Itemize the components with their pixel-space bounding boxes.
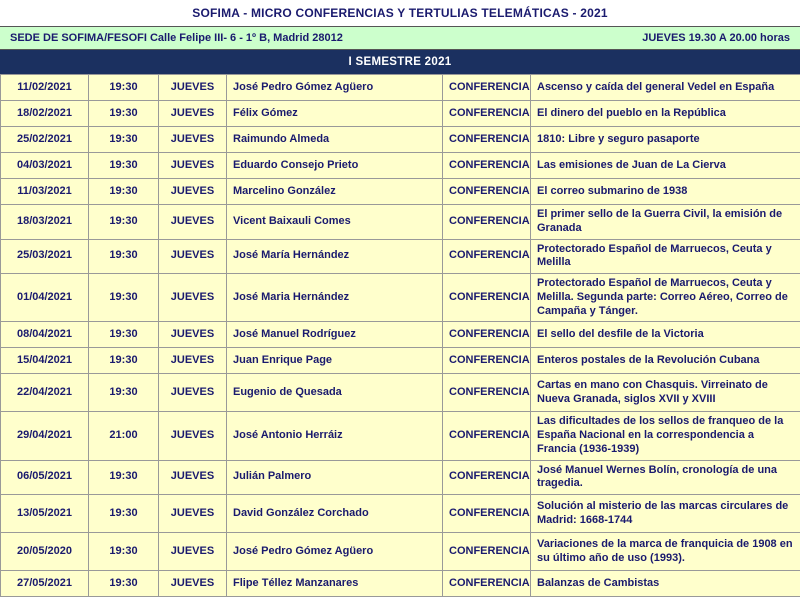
row-speaker: Raimundo Almeda <box>227 127 443 153</box>
table-row <box>1 571 800 597</box>
row-topic: Solución al misterio de las marcas circulares de Madrid: 1668-1744 <box>531 495 800 533</box>
row-day: JUEVES <box>159 322 227 348</box>
table-row <box>1 239 800 274</box>
row-date: 11/03/2021 <box>1 179 89 205</box>
row-time: 19:30 <box>89 460 159 495</box>
row-day: JUEVES <box>159 239 227 274</box>
row-day: JUEVES <box>159 495 227 533</box>
table-row <box>1 274 800 322</box>
row-type: CONFERENCIA <box>443 179 531 205</box>
row-type: CONFERENCIA <box>443 460 531 495</box>
row-date: 01/04/2021 <box>1 274 89 322</box>
row-speaker: José Pedro Gómez Agüero <box>227 533 443 571</box>
row-type: CONFERENCIA <box>443 153 531 179</box>
row-date: 04/03/2021 <box>1 153 89 179</box>
row-topic: Ascenso y caída del general Vedel en España <box>531 75 800 101</box>
row-topic: 1810: Libre y seguro pasaporte <box>531 127 800 153</box>
table-row <box>1 460 800 495</box>
row-day: JUEVES <box>159 348 227 374</box>
row-day: JUEVES <box>159 460 227 495</box>
row-day: JUEVES <box>159 571 227 597</box>
row-date: 18/02/2021 <box>1 101 89 127</box>
row-speaker: Eduardo Consejo Prieto <box>227 153 443 179</box>
schedule-note: JUEVES 19.30 A 20.00 horas <box>642 32 790 44</box>
venue-address: SEDE DE SOFIMA/FESOFI Calle Felipe III- 6 - 1º B, Madrid 28012 <box>10 32 343 44</box>
row-speaker: José Pedro Gómez Agüero <box>227 75 443 101</box>
row-day: JUEVES <box>159 101 227 127</box>
row-time: 19:30 <box>89 101 159 127</box>
row-topic: Protectorado Español de Marruecos, Ceuta y Melilla <box>531 239 800 274</box>
row-time: 19:30 <box>89 495 159 533</box>
row-date: 18/03/2021 <box>1 205 89 240</box>
row-type: CONFERENCIA <box>443 412 531 460</box>
row-type: CONFERENCIA <box>443 205 531 240</box>
row-time: 19:30 <box>89 127 159 153</box>
row-time: 19:30 <box>89 348 159 374</box>
row-topic: Enteros postales de la Revolución Cubana <box>531 348 800 374</box>
schedule-table-body <box>1 75 800 597</box>
row-type: CONFERENCIA <box>443 533 531 571</box>
row-topic: Las emisiones de Juan de La Cierva <box>531 153 800 179</box>
row-speaker: José Maria Hernández <box>227 274 443 322</box>
row-speaker: José Manuel Rodríguez <box>227 322 443 348</box>
table-row <box>1 75 800 101</box>
row-type: CONFERENCIA <box>443 348 531 374</box>
row-time: 19:30 <box>89 322 159 348</box>
table-row <box>1 153 800 179</box>
row-day: JUEVES <box>159 179 227 205</box>
row-topic: El sello del desfile de la Victoria <box>531 322 800 348</box>
row-time: 19:30 <box>89 179 159 205</box>
row-type: CONFERENCIA <box>443 239 531 274</box>
row-day: JUEVES <box>159 533 227 571</box>
row-speaker: Eugenio de Quesada <box>227 374 443 412</box>
table-row <box>1 533 800 571</box>
table-row <box>1 179 800 205</box>
row-day: JUEVES <box>159 205 227 240</box>
table-row <box>1 348 800 374</box>
table-row <box>1 322 800 348</box>
semester-label: I SEMESTRE 2021 <box>349 56 452 68</box>
schedule-table <box>0 74 800 597</box>
row-time: 19:30 <box>89 274 159 322</box>
row-day: JUEVES <box>159 412 227 460</box>
row-type: CONFERENCIA <box>443 75 531 101</box>
row-type: CONFERENCIA <box>443 322 531 348</box>
table-row <box>1 205 800 240</box>
venue-bar <box>0 26 800 50</box>
row-date: 20/05/2020 <box>1 533 89 571</box>
table-row <box>1 127 800 153</box>
row-date: 08/04/2021 <box>1 322 89 348</box>
row-topic: José Manuel Wernes Bolín, cronología de una tragedia. <box>531 460 800 495</box>
row-speaker: Marcelino González <box>227 179 443 205</box>
table-row <box>1 412 800 460</box>
row-time: 19:30 <box>89 571 159 597</box>
row-type: CONFERENCIA <box>443 571 531 597</box>
row-time: 19:30 <box>89 75 159 101</box>
row-date: 29/04/2021 <box>1 412 89 460</box>
row-speaker: José Antonio Herráiz <box>227 412 443 460</box>
row-day: JUEVES <box>159 374 227 412</box>
row-speaker: Vicent Baixauli Comes <box>227 205 443 240</box>
row-day: JUEVES <box>159 75 227 101</box>
row-time: 19:30 <box>89 205 159 240</box>
row-day: JUEVES <box>159 127 227 153</box>
row-topic: Cartas en mano con Chasquis. Virreinato de Nueva Granada, siglos XVII y XVIII <box>531 374 800 412</box>
row-topic: Balanzas de Cambistas <box>531 571 800 597</box>
row-type: CONFERENCIA <box>443 101 531 127</box>
row-day: JUEVES <box>159 274 227 322</box>
row-topic: Protectorado Español de Marruecos, Ceuta y Melilla. Segunda parte: Correo Aéreo, Correo de Campaña y Tánger. <box>531 274 800 322</box>
row-speaker: Félix Gómez <box>227 101 443 127</box>
row-date: 22/04/2021 <box>1 374 89 412</box>
table-row <box>1 101 800 127</box>
table-row <box>1 374 800 412</box>
row-type: CONFERENCIA <box>443 274 531 322</box>
row-type: CONFERENCIA <box>443 374 531 412</box>
row-date: 13/05/2021 <box>1 495 89 533</box>
semester-header <box>0 50 800 74</box>
row-time: 21:00 <box>89 412 159 460</box>
row-date: 27/05/2021 <box>1 571 89 597</box>
row-type: CONFERENCIA <box>443 495 531 533</box>
row-speaker: José María Hernández <box>227 239 443 274</box>
row-topic: El dinero del pueblo en la República <box>531 101 800 127</box>
row-speaker: Juan Enrique Page <box>227 348 443 374</box>
row-speaker: David González Corchado <box>227 495 443 533</box>
row-speaker: Julián Palmero <box>227 460 443 495</box>
row-day: JUEVES <box>159 153 227 179</box>
row-topic: El correo submarino de 1938 <box>531 179 800 205</box>
row-time: 19:30 <box>89 533 159 571</box>
row-time: 19:30 <box>89 153 159 179</box>
row-topic: Variaciones de la marca de franquicia de 1908 en su último año de uso (1993). <box>531 533 800 571</box>
row-date: 25/03/2021 <box>1 239 89 274</box>
row-date: 15/04/2021 <box>1 348 89 374</box>
table-row <box>1 495 800 533</box>
row-topic: Las dificultades de los sellos de franqueo de la España Nacional en la correspondencia a Francia (1936-1939) <box>531 412 800 460</box>
row-date: 11/02/2021 <box>1 75 89 101</box>
row-type: CONFERENCIA <box>443 127 531 153</box>
page-title <box>0 0 800 26</box>
row-date: 06/05/2021 <box>1 460 89 495</box>
row-time: 19:30 <box>89 239 159 274</box>
page-title-text: SOFIMA - MICRO CONFERENCIAS Y TERTULIAS TELEMÁTICAS - 2021 <box>192 6 607 20</box>
row-date: 25/02/2021 <box>1 127 89 153</box>
row-speaker: Flipe Téllez Manzanares <box>227 571 443 597</box>
row-topic: El primer sello de la Guerra Civil, la emisión de Granada <box>531 205 800 240</box>
row-time: 19:30 <box>89 374 159 412</box>
